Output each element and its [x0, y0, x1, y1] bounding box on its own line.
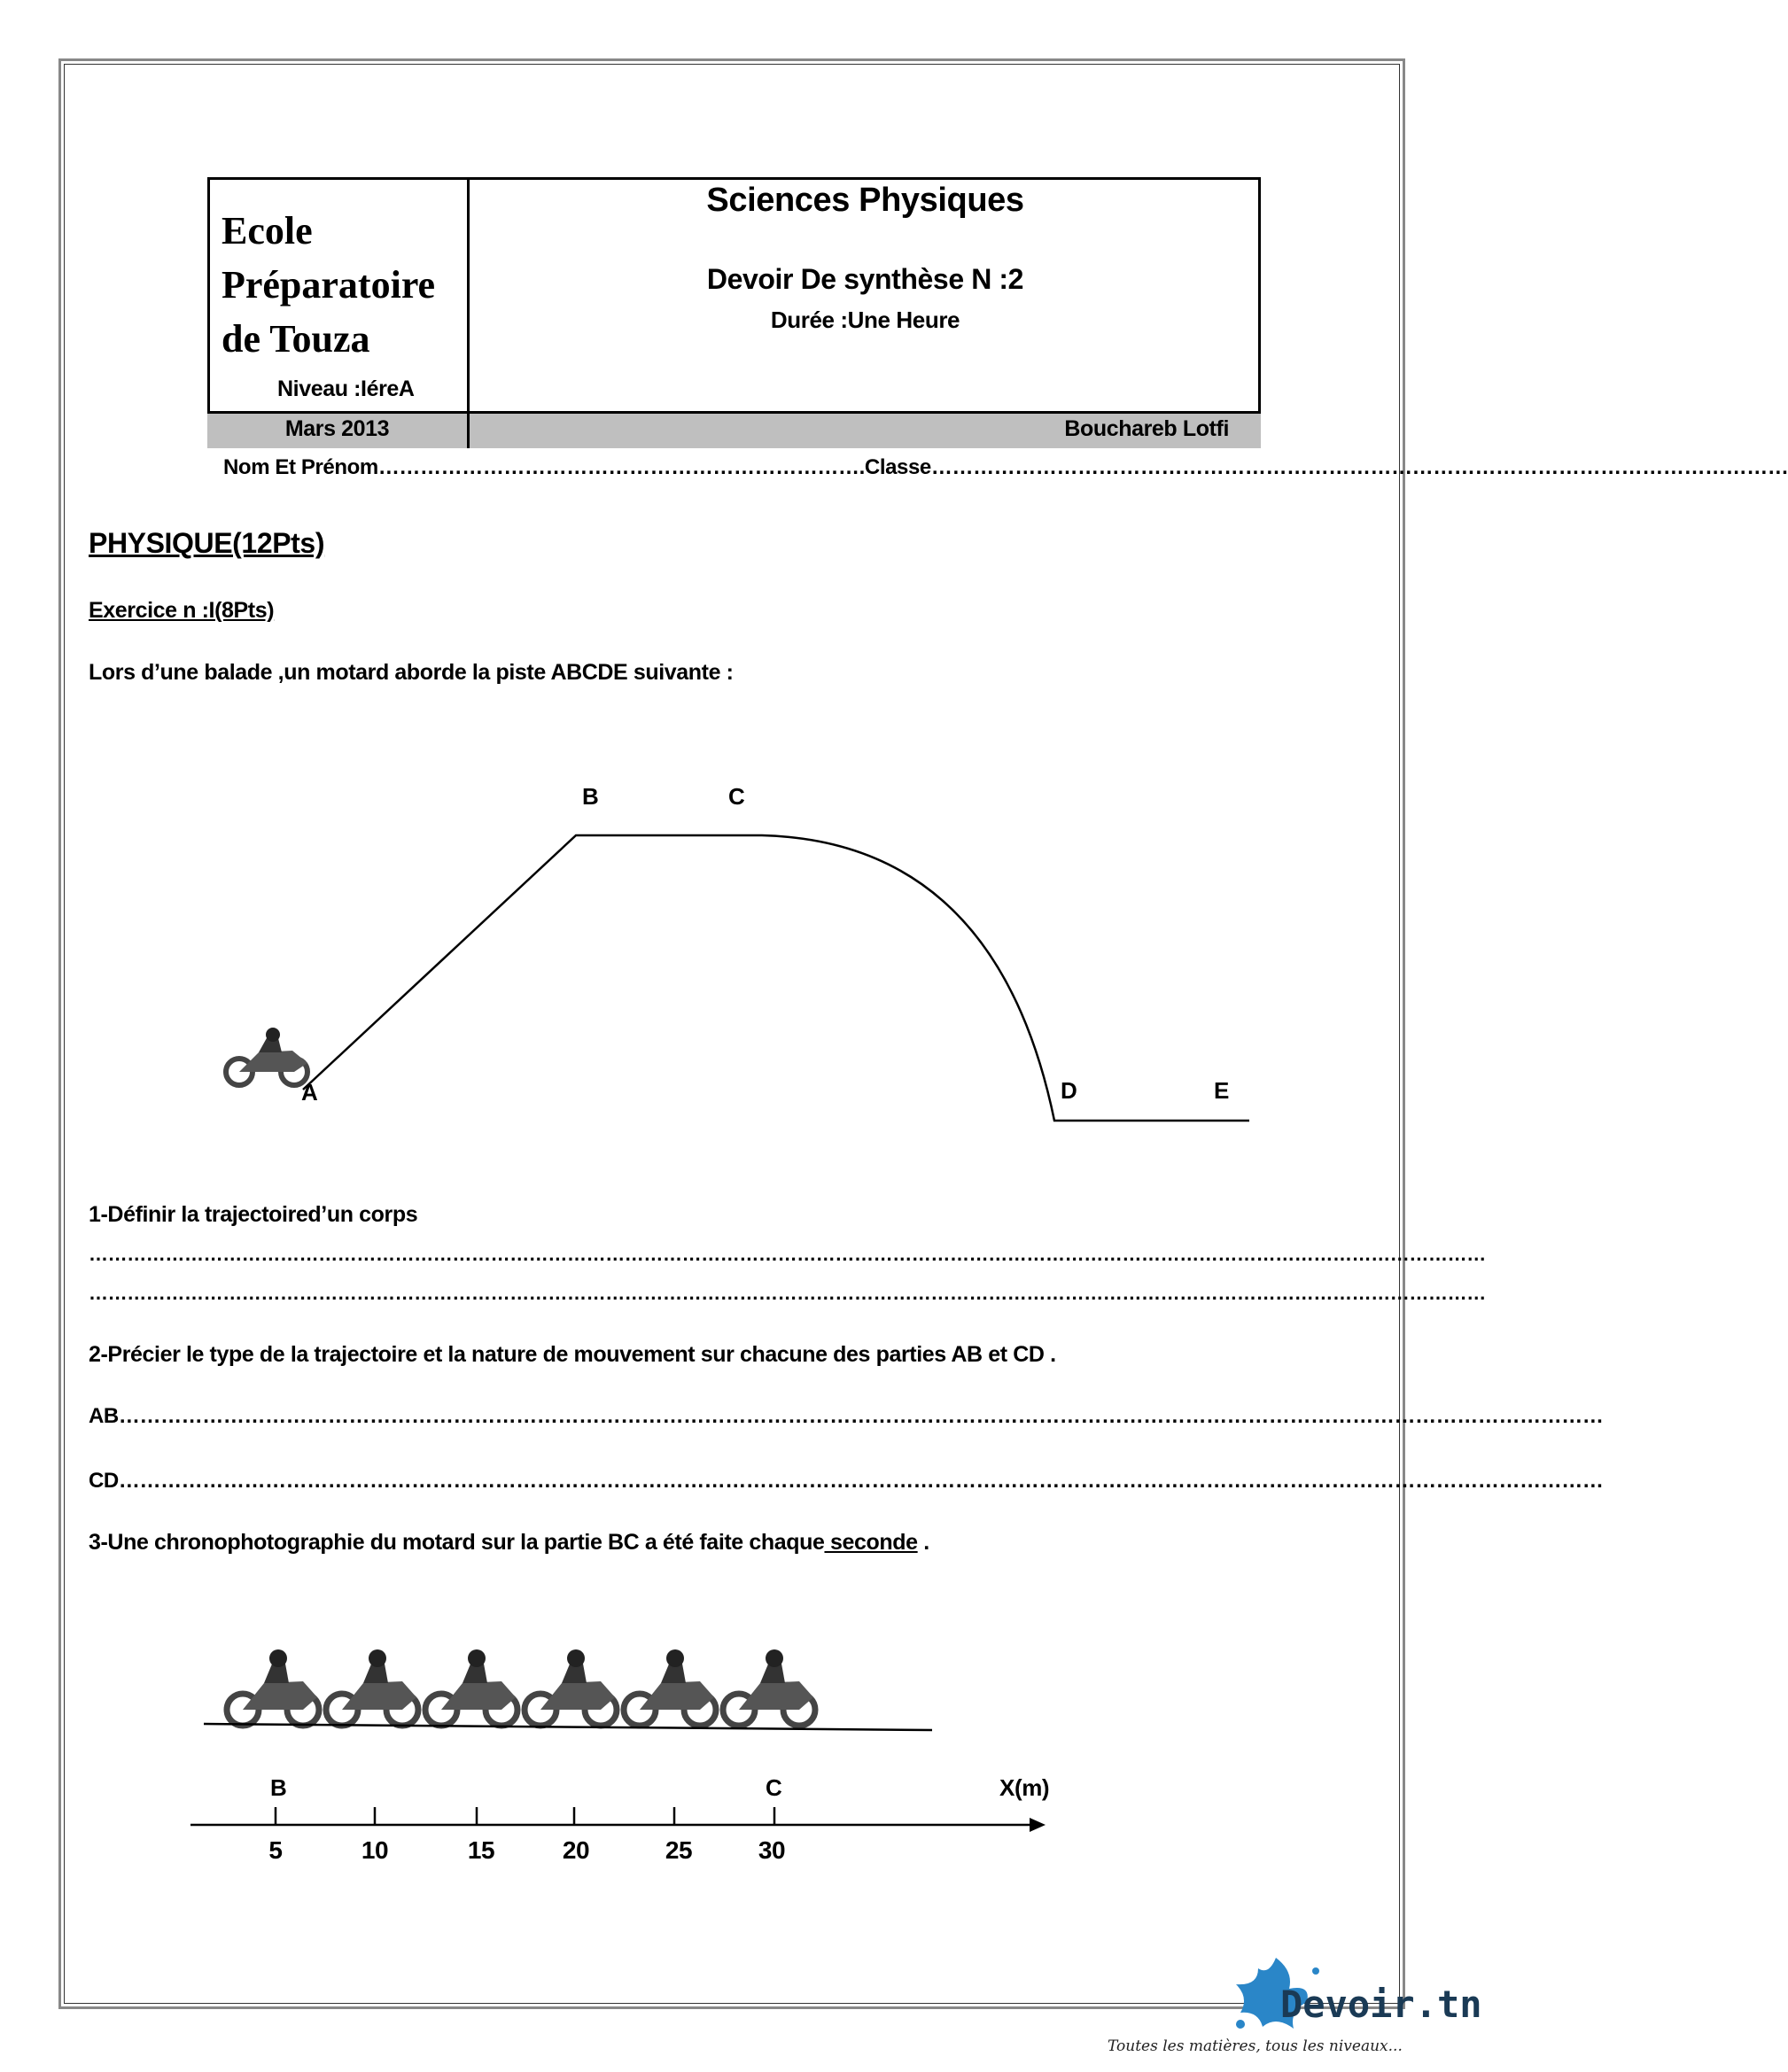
point-b-label: B [582, 783, 599, 810]
question-3-underlined: seconde [824, 1530, 918, 1555]
x-axis-ticks [276, 1807, 774, 1825]
name-class-line: Nom Et Prénom…………………………………………………………….Classe…………………………………………………………………………………………………………… [223, 455, 1788, 479]
question-3-end: . [917, 1530, 929, 1555]
chronophoto-strip [227, 1649, 815, 1726]
motorbike-icon [326, 1649, 418, 1726]
point-c-label: C [728, 783, 745, 810]
track-path [303, 835, 1249, 1121]
tick-label: 30 [758, 1836, 786, 1864]
devoir-title: Devoir De synthèse N :2 [706, 263, 1024, 295]
devoir-brand: Devoir.tn [1280, 1983, 1482, 2026]
motorbike-icon [525, 1649, 617, 1726]
date: Mars 2013 [284, 416, 390, 441]
point-d-label: D [1061, 1077, 1077, 1104]
question-3 [89, 1530, 929, 1556]
tick-label: 5 [268, 1836, 283, 1864]
school-line-2: Préparatoire [222, 263, 436, 307]
exercise-title: Exercice n :I(8Pts) [89, 598, 275, 623]
devoir-tagline: Toutes les matières, tous les niveaux... [1108, 2037, 1403, 2055]
tick-label: 20 [562, 1836, 590, 1864]
axis-start-label: B [270, 1774, 287, 1801]
section-title: PHYSIQUE(12Pts) [89, 527, 325, 559]
answer-line-ab: AB…………………………………………………………………………………………………………………………………………………………………………………………… [89, 1404, 1604, 1428]
question-2: 2-Précier le type de la trajectoire et la nature de mouvement sur chacune des parties AB et CD . [89, 1342, 1056, 1367]
duree: Durée :Une Heure [770, 307, 960, 333]
school-line-1: Ecole [222, 209, 313, 252]
point-e-label: E [1214, 1077, 1229, 1104]
motorbike-icon [723, 1649, 815, 1726]
axis-unit-label: X(m) [999, 1774, 1050, 1801]
axis-end-label: C [766, 1774, 782, 1801]
subject-title: Sciences Physiques [706, 182, 1024, 219]
niveau: Niveau :IéreA [277, 376, 415, 401]
question-3-text: 3-Une chronophotographie du motard sur la partie BC a été faite chaque [89, 1530, 825, 1555]
tick-label: 15 [467, 1836, 495, 1864]
tick-label: 10 [361, 1836, 389, 1864]
x-axis-arrow [1030, 1818, 1046, 1832]
motorbike-icon [624, 1649, 716, 1726]
school-line-3: de Touza [222, 317, 370, 361]
chronophoto-diagram [0, 1630, 1465, 1878]
exercise-intro: Lors d’une balade ,un motard aborde la piste ABCDE suivante : [89, 660, 734, 685]
motorbike-icon [425, 1649, 517, 1726]
ground-line [204, 1724, 932, 1730]
teacher-name: Bouchareb Lotfi [1064, 416, 1229, 441]
answer-line-1a: ………………………………………………………………………………………………………………………………………………………………………………………………… [89, 1243, 1486, 1265]
question-1: 1-Définir la trajectoired’un corps [89, 1202, 418, 1227]
motorbike-icon [227, 1649, 319, 1726]
motorbike-icon [226, 1028, 307, 1085]
answer-line-cd: CD…………………………………………………………………………………………………………………………………………………………………………………………… [89, 1469, 1604, 1493]
tick-label: 25 [665, 1836, 693, 1864]
point-a-label: A [301, 1079, 318, 1106]
answer-line-1b: ………………………………………………………………………………………………………………………………………………………………………………………………… [89, 1282, 1486, 1304]
